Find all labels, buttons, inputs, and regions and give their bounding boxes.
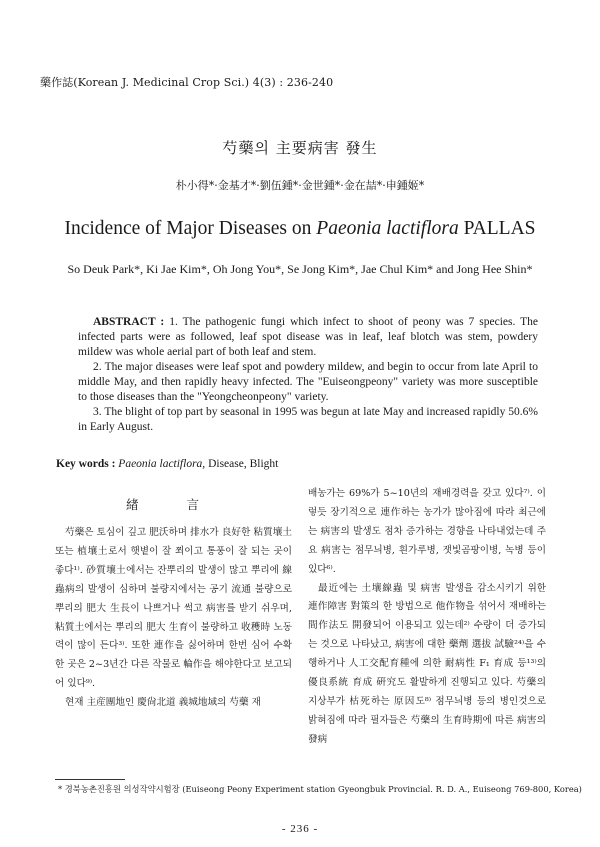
- korean-authors: 朴小得*·金基才*·劉伍鍾*·金世鍾*·金在喆*·申鍾姬*: [175, 179, 425, 192]
- page-number: - 236 -: [281, 823, 319, 835]
- keywords-line: [56, 458, 278, 470]
- footnote-divider: [55, 779, 125, 780]
- abstract-block: [78, 315, 538, 435]
- english-authors: So Deuk Park*, Ki Jae Kim*, Oh Jong You*, Se Jong Kim*, Jae Chul Kim* and Jong Hee Shin*: [67, 262, 533, 276]
- english-title-species: Paeonia lactiflora: [316, 218, 459, 239]
- abstract-paragraph-2: 2. The major diseases were leaf spot and powdery mildew, and begin to occur from late April to middle May, and then rapidly heavy infected. The "Euiseongpeony" variety was more susceptible to those diseases than the "Yeongcheonpeony" variety.: [78, 361, 538, 403]
- abstract-paragraph-3: 3. The blight of top part by seasonal in 1995 was begun at late May and increased rapidly 50.6% in Early August.: [78, 406, 538, 433]
- abstract-paragraph-1: [78, 315, 538, 360]
- keywords-label: Key words :: [56, 458, 116, 470]
- body-column-left: [55, 496, 292, 713]
- abstract-label: ABSTRACT :: [93, 316, 165, 328]
- abstract-p1-text: 1. The pathogenic fungi which infect to shoot of peony was 7 species. The infected parts were as followed, leaf spot disease was in leaf, leaf blotch was stem, powdery mildew was whole aerial part of both leaf and stem.: [78, 316, 538, 358]
- journal-header: 藥作誌(Korean J. Medicinal Crop Sci.) 4(3) : 236-240: [40, 76, 334, 89]
- right-col-paragraph-1: 배농가는 69%가 5~10년의 재배경력을 갖고 있다⁷⁾. 이렇듯 장기적으로 連作하는 농가가 많아짐에 따라 최근에는 病害의 발생도 점차 증가하는 경향을 나타내었는데 주요 病害는 점무늬병, 흰가루병, 잿빛곰팡이병, 녹병 등이 있다⁶⁾.: [308, 488, 546, 575]
- keywords-species: Paeonia lactiflora,: [118, 458, 206, 470]
- english-title-prefix: Incidence of Major Diseases on: [64, 218, 317, 239]
- right-col-paragraph-2: 最近에는 土壤線蟲 및 病害 발생을 감소시키기 위한 連作障害 對策의 한 방법으로 他作物을 섞어서 재배하는 間作法도 開發되어 이용되고 있는데²⁾ 수량이 더 증가되는 것으로 나타났고, 病害에 대한 藥劑 選拔 試驗²⁴⁾을 수행하거나 人工交配育種에 의한 耐病性 F₁ 育成 등¹³⁾의 優良系統 育成 硏究도 활발하게 진행되고 있다. 芍藥의 지상부가 枯死하는 原因도⁸⁾ 점무늬병 등의 병인것으로 밝혀짐에 따라 필자들은 芍藥의 生育時期에 따른 病害의 發病: [308, 582, 546, 745]
- korean-title: 芍藥의 主要病害 發生: [222, 139, 378, 157]
- left-col-paragraph-1: 芍藥은 토심이 깊고 肥沃하며 排水가 良好한 粘質壤土 또는 植壤土로서 햇볕이 잘 쬐이고 통풍이 잘 되는 곳이 좋다¹⁾. 砂質壤土에서는 잔뿌리의 발생이 많고 뿌리에 線蟲病의 발생이 심하며 불량지에서는 공기 流通 불량으로 뿌리의 肥大 生長이 나쁘거나 썩고 病害를 받기 쉬우며, 粘質土에서는 뿌리의 肥大 生育이 불량하고 收穫時 노동력이 많이 든다³⁾. 또한 連作을 싫어하며 한번 심어 수확한 곳은 2~3년간 다른 작물로 輪作을 해야한다고 보고되어 있다⁹⁾.: [55, 527, 292, 690]
- keywords-rest: Disease, Blight: [205, 458, 279, 470]
- footnote-affiliation: * 경북농촌진흥원 의성작약시험장 (Euiseong Peony Experiment station Gyeongbuk Provincial. R. D. A., Euiseong 769-800, Korea): [58, 784, 582, 794]
- section-heading-introduction: 緖 言: [126, 497, 221, 512]
- left-col-paragraph-2: 현재 主産團地인 慶尙北道 義城地域의 芍藥 재: [65, 697, 261, 709]
- english-title: [0, 218, 600, 240]
- english-title-suffix: PALLAS: [458, 218, 536, 239]
- body-column-right: [308, 485, 546, 750]
